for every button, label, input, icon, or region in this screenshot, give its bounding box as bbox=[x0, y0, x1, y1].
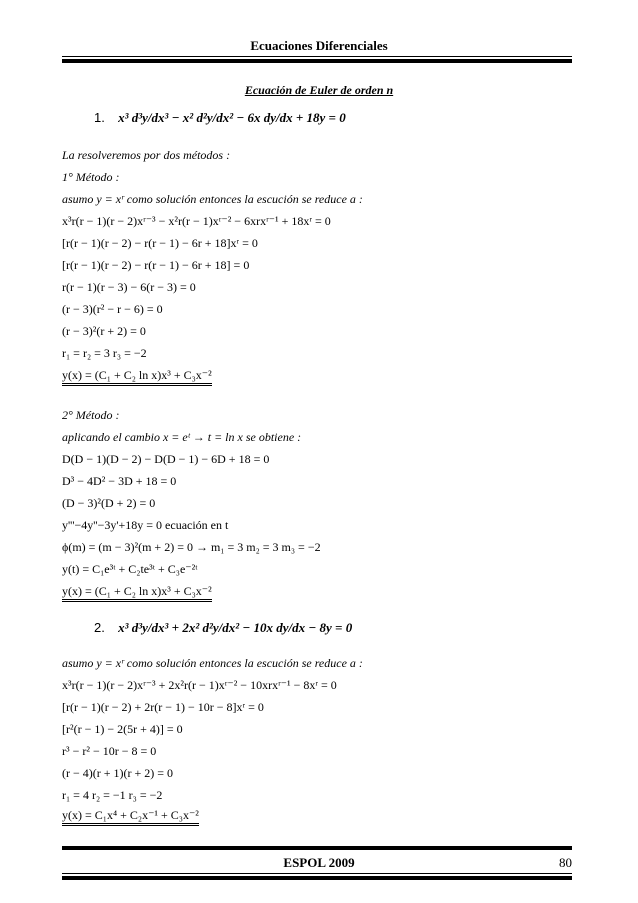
p1-line-9: r₁ = r₂ = 3 r₃ = −2 bbox=[62, 346, 147, 360]
section-title: Ecuación de Euler de orden n bbox=[244, 83, 394, 97]
p2-line-3: [r²(r − 1) − 2(5r + 4)] = 0 bbox=[62, 722, 183, 736]
p1-m2-line-2: D(D − 1)(D − 2) − D(D − 1) − 6D + 18 = 0 bbox=[62, 452, 270, 466]
footer-rule-thick bbox=[62, 846, 572, 850]
p1-m2-line-0: 2° Método : bbox=[62, 408, 120, 422]
p1-line-5: [r(r − 1)(r − 2) − r(r − 1) − 6r + 18] = 0 bbox=[62, 258, 250, 272]
problem2-equation bbox=[94, 620, 352, 636]
p1-m2-line-4: (D − 3)²(D + 2) = 0 bbox=[62, 496, 156, 510]
header-rule-thin bbox=[62, 56, 572, 57]
p1-m2-line-6: ϕ(m) = (m − 3)²(m + 2) = 0 → m₁ = 3 m₂ = 3 m₃ = −2 bbox=[62, 540, 321, 554]
problem1-number: 1. bbox=[94, 110, 105, 125]
p2-solution: y(x) = C₁x⁴ + C₂x⁻¹ + C₃x⁻² bbox=[62, 808, 199, 826]
problem2-equation-text: x³ d³y/dx³ + 2x² d²y/dx² − 10x dy/dx − 8y = 0 bbox=[118, 620, 353, 635]
p2-line-2: [r(r − 1)(r − 2) + 2r(r − 1) − 10r − 8]xʳ = 0 bbox=[62, 700, 264, 714]
problem1-equation bbox=[94, 110, 346, 126]
header-title: Ecuaciones Diferenciales bbox=[250, 38, 388, 53]
footer-rule-thin bbox=[62, 873, 572, 874]
p1-line-3: x³r(r − 1)(r − 2)xʳ⁻³ − x²r(r − 1)xʳ⁻² − 6xrxʳ⁻¹ + 18xʳ = 0 bbox=[62, 214, 331, 228]
problem2-number: 2. bbox=[94, 620, 105, 635]
header-rule-thick bbox=[62, 59, 572, 63]
page-number: 80 bbox=[559, 855, 572, 870]
p2-line-6: r₁ = 4 r₂ = −1 r₃ = −2 bbox=[62, 788, 163, 802]
p1-m2-line-1: aplicando el cambio x = eᵗ → t = ln x se obtiene : bbox=[62, 430, 302, 444]
p1-line-4: [r(r − 1)(r − 2) − r(r − 1) − 6r + 18]xʳ = 0 bbox=[62, 236, 258, 250]
p2-line-5: (r − 4)(r + 1)(r + 2) = 0 bbox=[62, 766, 174, 780]
p1-line-1: 1° Método : bbox=[62, 170, 120, 184]
footer-rule-bottom bbox=[62, 876, 572, 880]
p1-line-8: (r − 3)²(r + 2) = 0 bbox=[62, 324, 146, 338]
p1-line-6: r(r − 1)(r − 3) − 6(r − 3) = 0 bbox=[62, 280, 196, 294]
footer-title: ESPOL 2009 bbox=[283, 855, 355, 870]
p1-solution-1: y(x) = (C₁ + C₂ ln x)x³ + C₃x⁻² bbox=[62, 368, 212, 386]
p2-line-1: x³r(r − 1)(r − 2)xʳ⁻³ + 2x²r(r − 1)xʳ⁻² − 10xrxʳ⁻¹ − 8xʳ = 0 bbox=[62, 678, 337, 692]
p1-line-2: asumo y = xʳ como solución entonces la escución se reduce a : bbox=[62, 192, 363, 206]
p2-line-4: r³ − r² − 10r − 8 = 0 bbox=[62, 744, 157, 758]
p1-m2-line-5: y'''−4y''−3y'+18y = 0 ecuación en t bbox=[62, 518, 229, 532]
p1-line-0: La resolveremos por dos métodos : bbox=[62, 148, 231, 162]
problem1-equation-text: x³ d³y/dx³ − x² d²y/dx² − 6x dy/dx + 18y = 0 bbox=[118, 110, 346, 125]
p1-solution-2: y(x) = (C₁ + C₂ ln x)x³ + C₃x⁻² bbox=[62, 584, 212, 602]
p1-m2-line-7: y(t) = C₁e³ᵗ + C₂te³ᵗ + C₃e⁻²ᵗ bbox=[62, 562, 198, 576]
p2-line-0: asumo y = xʳ como solución entonces la escución se reduce a : bbox=[62, 656, 363, 670]
p1-m2-line-3: D³ − 4D² − 3D + 18 = 0 bbox=[62, 474, 177, 488]
p1-line-7: (r − 3)(r² − r − 6) = 0 bbox=[62, 302, 163, 316]
